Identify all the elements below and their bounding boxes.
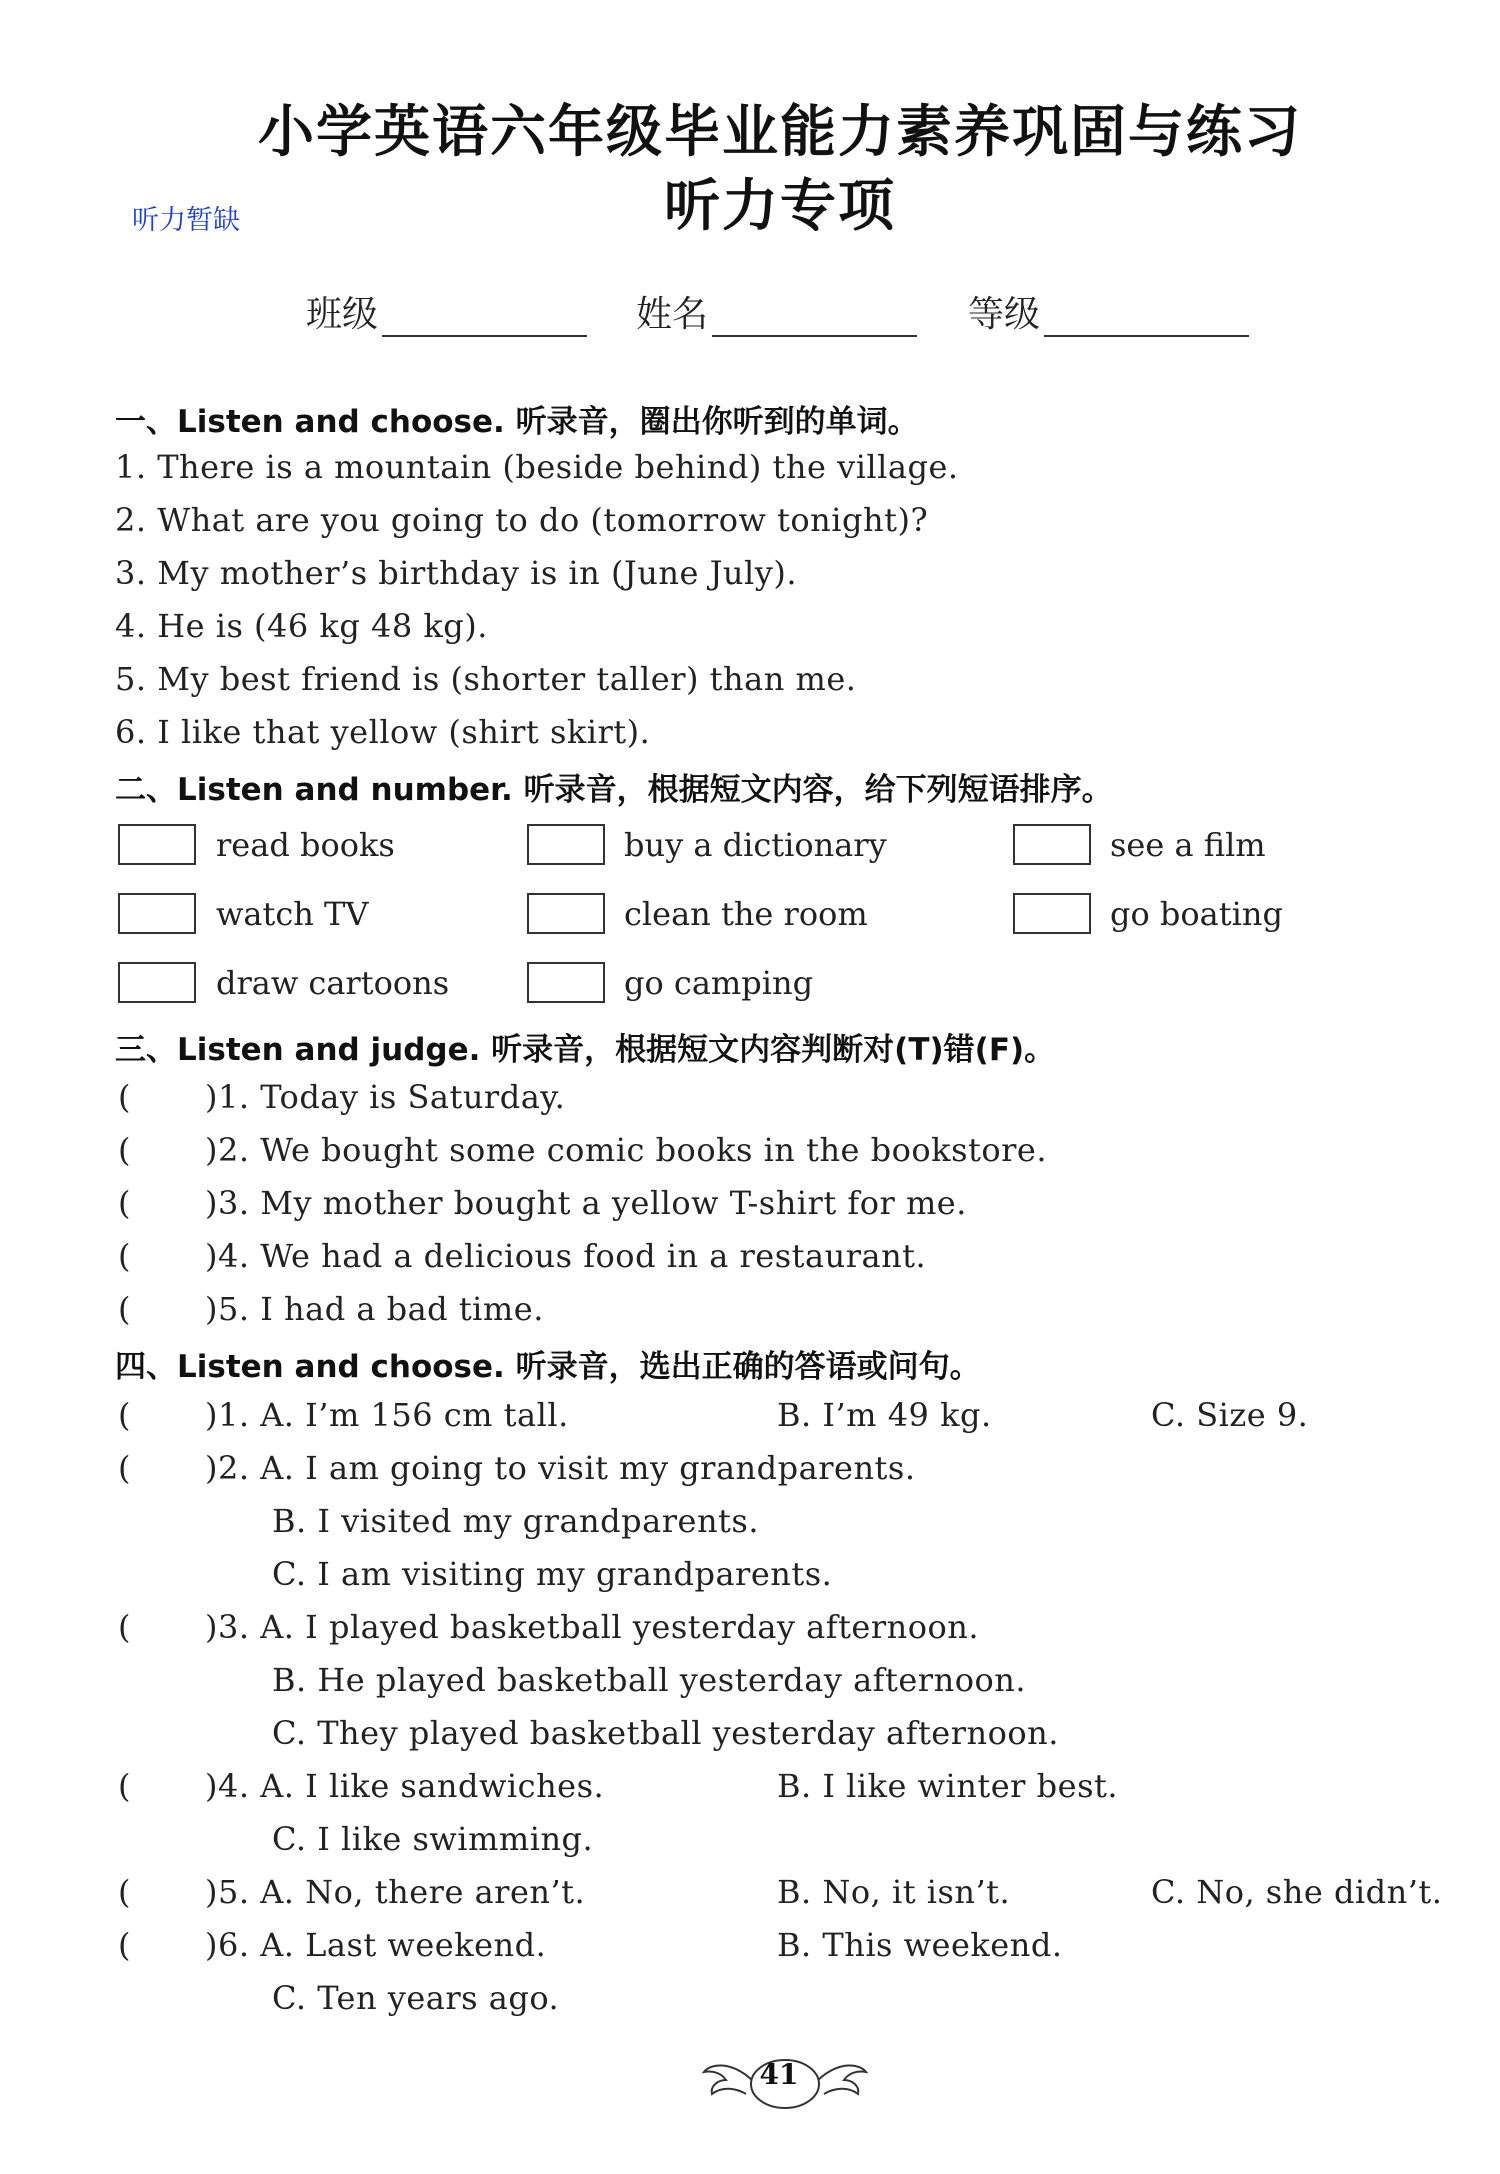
s4-q6-option-c: C. Ten years ago. <box>272 1979 560 2017</box>
s4-q4-option-a: )4. A. I like sandwiches. <box>205 1767 605 1805</box>
page-title: 小学英语六年级毕业能力素养巩固与练习 <box>258 99 1302 165</box>
answer-paren[interactable]: ( <box>118 1396 131 1434</box>
number-box[interactable] <box>527 893 605 934</box>
answer-paren[interactable]: ( <box>118 1237 131 1275</box>
s4-q2-option-c: C. I am visiting my grandparents. <box>272 1555 833 1593</box>
s4-q1-option-b: B. I’m 49 kg. <box>777 1396 992 1434</box>
s4-q6-option-b: B. This weekend. <box>777 1926 1063 1964</box>
answer-paren[interactable]: ( <box>118 1449 131 1487</box>
s4-q5-option-a: )5. A. No, there aren’t. <box>205 1873 586 1911</box>
phrase-item: go boating <box>1110 895 1283 933</box>
section1-heading: 一、Listen and choose. 听录音，圈出你听到的单词。 <box>115 404 919 440</box>
s1-item-2: 2. What are you going to do (tomorrow tonight)? <box>115 501 929 539</box>
s3-item-5: )5. I had a bad time. <box>205 1290 544 1328</box>
answer-paren[interactable]: ( <box>118 1290 131 1328</box>
s4-q3-option-c: C. They played basketball yesterday afternoon. <box>272 1714 1059 1752</box>
number-box[interactable] <box>118 962 196 1003</box>
s3-item-3: )3. My mother bought a yellow T-shirt for me. <box>205 1184 967 1222</box>
s1-item-4: 4. He is (46 kg 48 kg). <box>115 607 488 645</box>
s1-item-1: 1. There is a mountain (beside behind) the village. <box>115 448 959 486</box>
s1-item-6: 6. I like that yellow (shirt skirt). <box>115 713 651 751</box>
phrase-item: go camping <box>624 964 814 1002</box>
phrase-item: read books <box>216 826 395 864</box>
section2-heading: 二、Listen and number. 听录音，根据短文内容，给下列短语排序。 <box>115 772 1113 808</box>
s4-q5-option-b: B. No, it isn’t. <box>777 1873 1011 1911</box>
number-box[interactable] <box>118 824 196 865</box>
answer-paren[interactable]: ( <box>118 1078 131 1116</box>
class-field <box>306 286 587 337</box>
s4-q1-option-a: )1. A. I’m 156 cm tall. <box>205 1396 569 1434</box>
phrase-item: clean the room <box>624 895 868 933</box>
s4-q3-option-b: B. He played basketball yesterday afternoon. <box>272 1661 1026 1699</box>
phrase-item: draw cartoons <box>216 964 450 1002</box>
s1-item-5: 5. My best friend is (shorter taller) than me. <box>115 660 857 698</box>
class-blank[interactable] <box>382 299 587 337</box>
s4-q2-option-b: B. I visited my grandparents. <box>272 1502 759 1540</box>
name-label: 姓名 <box>636 294 709 335</box>
section4-heading: 四、Listen and choose. 听录音，选出正确的答语或问句。 <box>115 1349 981 1385</box>
phrase-item: watch TV <box>216 895 369 933</box>
number-box[interactable] <box>1013 893 1091 934</box>
section3-heading: 三、Listen and judge. 听录音，根据短文内容判断对(T)错(F)。 <box>115 1032 1056 1068</box>
s3-item-1: )1. Today is Saturday. <box>205 1078 566 1116</box>
name-blank[interactable] <box>712 299 917 337</box>
number-box[interactable] <box>1013 824 1091 865</box>
s4-q4-option-c: C. I like swimming. <box>272 1820 594 1858</box>
s4-q2-option-a: )2. A. I am going to visit my grandparents. <box>205 1449 916 1487</box>
s4-q6-option-a: )6. A. Last weekend. <box>205 1926 547 1964</box>
number-box[interactable] <box>527 824 605 865</box>
s4-q4-option-b: B. I like winter best. <box>777 1767 1119 1805</box>
phrase-item: see a film <box>1110 826 1266 864</box>
page-number: 41 <box>759 2058 799 2091</box>
s4-q5-option-c: C. No, she didn’t. <box>1151 1873 1443 1911</box>
class-label: 班级 <box>306 294 379 335</box>
answer-paren[interactable]: ( <box>118 1184 131 1222</box>
grade-label: 等级 <box>968 294 1041 335</box>
answer-paren[interactable]: ( <box>118 1131 131 1169</box>
page-subtitle: 听力专项 <box>664 173 896 239</box>
grade-blank[interactable] <box>1044 299 1249 337</box>
phrase-item: buy a dictionary <box>624 826 887 864</box>
answer-paren[interactable]: ( <box>118 1767 131 1805</box>
answer-paren[interactable]: ( <box>118 1608 131 1646</box>
answer-paren[interactable]: ( <box>118 1873 131 1911</box>
s1-item-3: 3. My mother’s birthday is in (June July). <box>115 554 797 592</box>
answer-paren[interactable]: ( <box>118 1926 131 1964</box>
grade-field <box>968 286 1249 337</box>
listening-missing-note: 听力暂缺 <box>132 205 240 236</box>
name-field <box>636 286 917 337</box>
number-box[interactable] <box>118 893 196 934</box>
number-box[interactable] <box>527 962 605 1003</box>
s4-q3-option-a: )3. A. I played basketball yesterday afternoon. <box>205 1608 980 1646</box>
s3-item-4: )4. We had a delicious food in a restaurant. <box>205 1237 927 1275</box>
s3-item-2: )2. We bought some comic books in the bookstore. <box>205 1131 1048 1169</box>
s4-q1-option-c: C. Size 9. <box>1151 1396 1309 1434</box>
